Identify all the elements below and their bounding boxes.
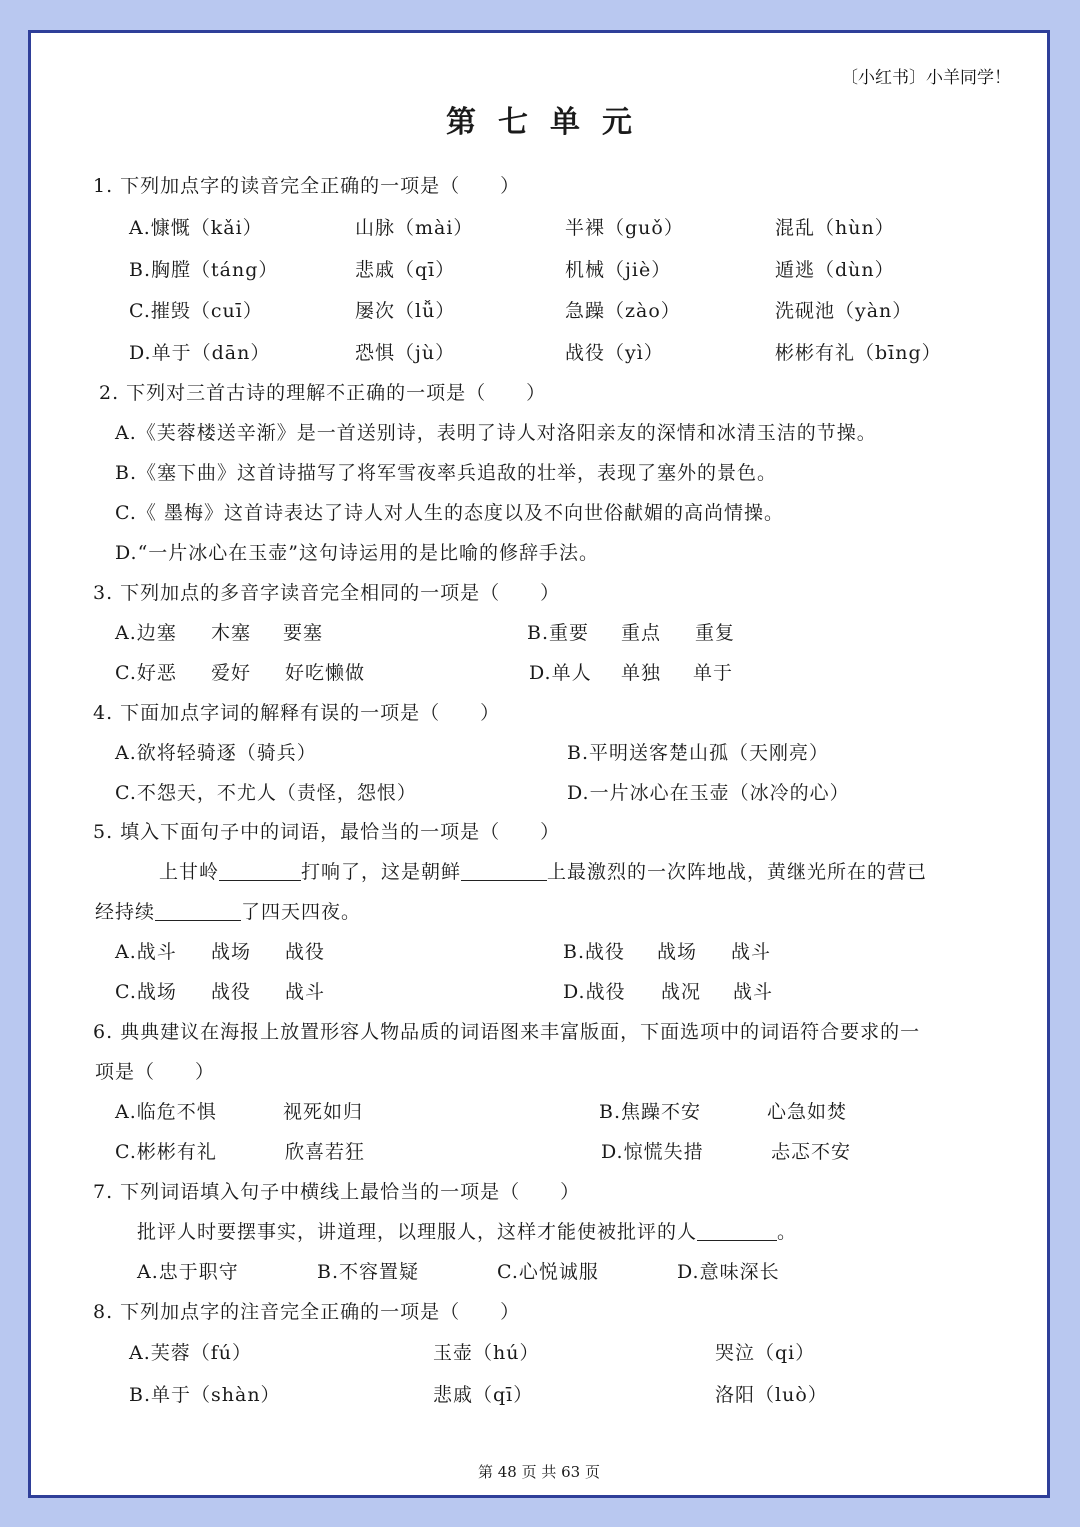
q2-option-d[interactable]: D.“一片冰心在玉壶”这句诗运用的是比喻的修辞手法。 <box>115 542 600 564</box>
q2-option-b[interactable]: B.《塞下曲》这首诗描写了将军雪夜率兵追敌的壮举，表现了塞外的景色。 <box>115 462 778 484</box>
q1-option[interactable]: C.摧毁（cuī） <box>129 300 263 322</box>
q4-option-a[interactable]: A.欲将轻骑逐（骑兵） <box>115 742 317 764</box>
q5-option[interactable]: A.战斗 <box>115 941 177 963</box>
q1-option[interactable]: D.单于（dān） <box>129 342 271 364</box>
q7-sentence <box>137 1217 797 1244</box>
page-frame <box>28 30 1050 1498</box>
q4-stem: 4. 下面加点字词的解释有误的一项是（ ） <box>93 702 501 724</box>
q1-option: 山脉（mài） <box>355 217 474 239</box>
q8-word: 洛阳（luò） <box>715 1384 828 1406</box>
q1-option: 战役（yì） <box>565 342 664 364</box>
q5-option[interactable]: D.战役 <box>563 981 626 1003</box>
brand-label: 〔小红书〕小羊同学！ <box>841 68 1011 88</box>
q5-word: 战况 <box>661 981 702 1003</box>
q1-stem: 1. 下列加点字的读音完全正确的一项是（ ） <box>93 175 521 197</box>
q3-option[interactable]: A.边塞 <box>115 622 177 644</box>
q2-option-c[interactable]: C.《 墨梅》这首诗表达了诗人对人生的态度以及不向世俗献媚的高尚情操。 <box>115 502 784 524</box>
q1-option: 急躁（zào） <box>565 300 681 322</box>
q3-word: 爱好 <box>211 662 252 684</box>
q7-option[interactable]: C.心悦诚服 <box>497 1261 599 1283</box>
q4-option-d[interactable]: D.一片冰心在玉壶（冰冷的心） <box>567 782 850 804</box>
q3-word: 木塞 <box>211 622 252 644</box>
q8-word: 玉壶（hú） <box>433 1342 540 1364</box>
blank-line[interactable] <box>697 1222 777 1241</box>
q1-option: 混乱（hùn） <box>775 217 895 239</box>
q5-text: 经持续 <box>95 901 156 923</box>
q3-word: 单于 <box>693 662 734 684</box>
q1-option: 洗砚池（yàn） <box>775 300 913 322</box>
q6-option[interactable]: A.临危不惧 <box>115 1101 217 1123</box>
q7-text: 。 <box>777 1221 798 1243</box>
q1-option: 彬彬有礼（bīng） <box>775 342 942 364</box>
page-title: 第七单元 <box>446 105 654 140</box>
q6-option[interactable]: C.彬彬有礼 <box>115 1141 217 1163</box>
q1-option: 遁逃（dùn） <box>775 259 895 281</box>
q5-text: 上甘岭 <box>159 861 220 883</box>
q1-option[interactable]: B.胸膛（táng） <box>129 259 279 281</box>
q3-word: 重复 <box>695 622 736 644</box>
q5-word: 战场 <box>657 941 698 963</box>
q6-word: 心急如焚 <box>767 1101 848 1123</box>
q3-option[interactable]: D.单人 <box>529 662 592 684</box>
q3-stem: 3. 下列加点的多音字读音完全相同的一项是（ ） <box>93 582 561 604</box>
q5-text: 打响了，这是朝鲜 <box>301 861 462 883</box>
q8-word: 悲戚（qī） <box>433 1384 534 1406</box>
q1-option: 半裸（guǒ） <box>565 217 684 239</box>
q3-word: 好吃懒做 <box>285 662 366 684</box>
q1-option: 屡次（lǚ） <box>355 300 456 322</box>
blank-line[interactable] <box>461 862 547 881</box>
q5-word: 战役 <box>285 941 326 963</box>
q8-option[interactable]: A.芙蓉（fú） <box>129 1342 253 1364</box>
q3-word: 单独 <box>621 662 662 684</box>
q8-stem: 8. 下列加点字的注音完全正确的一项是（ ） <box>93 1301 521 1323</box>
q3-word: 重点 <box>621 622 662 644</box>
q5-sentence <box>159 857 927 884</box>
blank-line[interactable] <box>155 902 241 921</box>
blank-line[interactable] <box>219 862 301 881</box>
q5-option[interactable]: B.战役 <box>563 941 626 963</box>
q5-text: 了四天四夜。 <box>241 901 362 923</box>
q5-word: 战斗 <box>285 981 326 1003</box>
q5-sentence-cont <box>95 897 361 924</box>
q5-word: 战斗 <box>733 981 774 1003</box>
q5-option[interactable]: C.战场 <box>115 981 177 1003</box>
q5-word: 战斗 <box>731 941 772 963</box>
q6-word: 欣喜若狂 <box>285 1141 366 1163</box>
q4-option-c[interactable]: C.不怨天，不尤人（责怪，怨恨） <box>115 782 417 804</box>
q4-option-b[interactable]: B.平明送客楚山孤（天刚亮） <box>567 742 830 764</box>
page-number: 第 48 页 共 63 页 <box>477 1463 600 1481</box>
q3-option[interactable]: B.重要 <box>527 622 590 644</box>
q7-stem: 7. 下列词语填入句子中横线上最恰当的一项是（ ） <box>93 1181 581 1203</box>
q3-word: 要塞 <box>283 622 324 644</box>
q7-option[interactable]: B.不容置疑 <box>317 1261 420 1283</box>
q2-option-a[interactable]: A.《芙蓉楼送辛渐》是一首送别诗，表明了诗人对洛阳亲友的深情和冰清玉洁的节操。 <box>115 422 877 444</box>
q5-stem: 5. 填入下面句子中的词语，最恰当的一项是（ ） <box>93 821 561 843</box>
q5-word: 战场 <box>211 941 252 963</box>
q6-option[interactable]: B.焦躁不安 <box>599 1101 702 1123</box>
q8-word: 哭泣（qi） <box>715 1342 816 1364</box>
q3-option[interactable]: C.好恶 <box>115 662 177 684</box>
q7-option[interactable]: A.忠于职守 <box>137 1261 239 1283</box>
q5-word: 战役 <box>211 981 252 1003</box>
q8-option[interactable]: B.单于（shàn） <box>129 1384 281 1406</box>
q6-word: 忐忑不安 <box>771 1141 852 1163</box>
q5-text: 上最激烈的一次阵地战，黄继光所在的营已 <box>547 861 928 883</box>
q7-option[interactable]: D.意味深长 <box>677 1261 780 1283</box>
q2-stem: 2. 下列对三首古诗的理解不正确的一项是（ ） <box>99 382 547 404</box>
q7-text: 批评人时要摆事实，讲道理，以理服人，这样才能使被批评的人 <box>137 1221 698 1243</box>
q1-option: 机械（jiè） <box>565 259 672 281</box>
q1-option[interactable]: A.慷慨（kǎi） <box>129 217 263 239</box>
q6-stem-cont: 项是（ ） <box>95 1061 216 1083</box>
q1-option: 恐惧（jù） <box>355 342 456 364</box>
q1-option: 悲戚（qī） <box>355 259 456 281</box>
q6-option[interactable]: D.惊慌失措 <box>601 1141 704 1163</box>
q6-stem: 6. 典典建议在海报上放置形容人物品质的词语图来丰富版面，下面选项中的词语符合要求的一 <box>93 1021 921 1043</box>
q6-word: 视死如归 <box>283 1101 364 1123</box>
